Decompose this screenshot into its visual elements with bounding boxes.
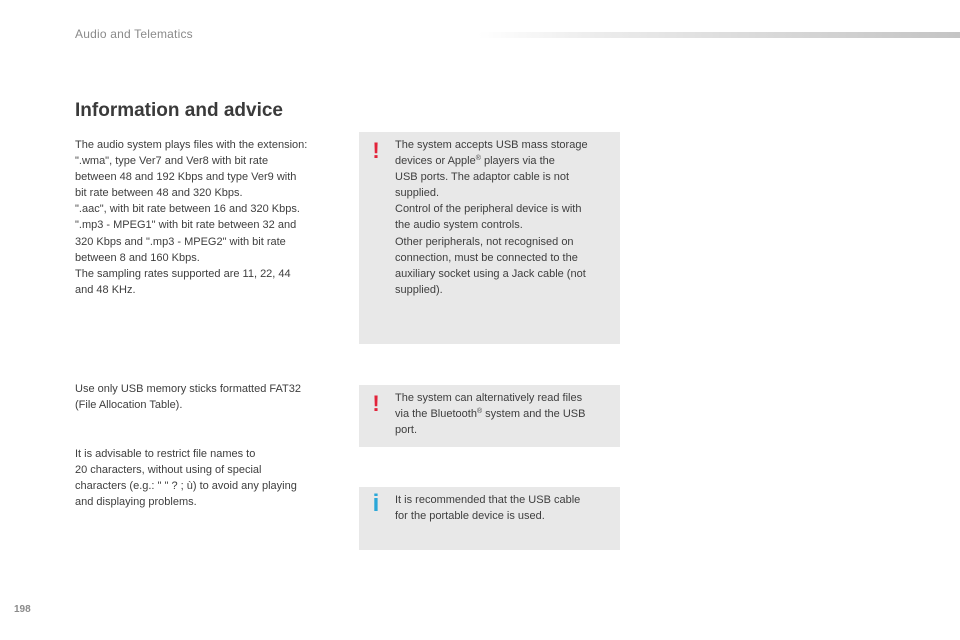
registered-mark: ® xyxy=(475,155,481,163)
warning-icon: ! xyxy=(372,391,380,416)
paragraph-file-names xyxy=(75,446,347,510)
info-note-usb-cable xyxy=(359,487,620,550)
text-line: ".aac", with bit rate between 16 and 320 Kbps. xyxy=(75,203,300,216)
text-line: It is advisable to restrict file names to xyxy=(75,448,256,460)
page-heading: Information and advice xyxy=(75,100,283,121)
text-line: supplied). xyxy=(395,283,443,296)
warning-icon: ! xyxy=(372,138,380,163)
text-line: for the portable device is used. xyxy=(395,510,545,523)
text-segment: system and the USB xyxy=(482,408,586,421)
text-line: ".wma", type Ver7 and Ver8 with bit rate xyxy=(75,155,269,168)
note-text xyxy=(395,137,613,298)
text-line: between 48 and 192 Kbps and type Ver9 with xyxy=(75,171,297,184)
text-line xyxy=(395,153,613,169)
text-line: (File Allocation Table). xyxy=(75,399,183,412)
text-line: ".mp3 - MPEG1" with bit rate between 32 and xyxy=(75,219,297,232)
text-line: USB ports. The adaptor cable is not xyxy=(395,171,570,184)
text-line: auxiliary socket using a Jack cable (not xyxy=(395,267,586,280)
text-line: characters (e.g.: " " ? ; ù) to avoid any playing xyxy=(75,480,297,493)
info-icon: i xyxy=(372,490,380,517)
text-line: The system can alternatively read files xyxy=(395,392,583,404)
text-segment: players via the xyxy=(480,155,555,168)
header-bar xyxy=(478,32,960,38)
note-text xyxy=(395,390,613,438)
text-line: the audio system controls. xyxy=(395,219,523,232)
text-line: bit rate between 48 and 320 Kbps. xyxy=(75,187,243,200)
text-line: The sampling rates supported are 11, 22, 44 xyxy=(75,267,291,280)
text-line: between 8 and 160 Kbps. xyxy=(75,251,200,264)
text-line: It is recommended that the USB cable xyxy=(395,494,581,506)
text-line: Control of the peripheral device is with xyxy=(395,203,582,216)
section-title: Audio and Telematics xyxy=(75,27,193,41)
note-text xyxy=(395,492,613,524)
registered-mark: ® xyxy=(476,408,483,416)
text-line: The audio system plays files with the extension: xyxy=(75,139,308,151)
text-line: supplied. xyxy=(395,187,440,200)
text-line: Use only USB memory sticks formatted FAT32 xyxy=(75,383,301,395)
text-line: and 48 KHz. xyxy=(75,283,136,296)
text-line: and displaying problems. xyxy=(75,496,197,509)
paragraph-fat32 xyxy=(75,381,347,413)
text-segment: devices or Apple xyxy=(395,155,476,168)
warning-note-usb-devices xyxy=(359,132,620,344)
text-line: The system accepts USB mass storage xyxy=(395,139,588,151)
text-line xyxy=(395,406,613,422)
paragraph-supported-formats xyxy=(75,137,347,298)
text-line: connection, must be connected to the xyxy=(395,251,578,264)
warning-note-bluetooth xyxy=(359,385,620,447)
page-number: 198 xyxy=(14,604,31,615)
text-line: 20 characters, without using of special xyxy=(75,464,262,477)
text-line: port. xyxy=(395,424,418,437)
text-line: 320 Kbps and ".mp3 - MPEG2" with bit rate xyxy=(75,235,286,248)
text-segment: via the Bluetooth xyxy=(395,408,477,421)
text-line: Other peripherals, not recognised on xyxy=(395,235,574,248)
